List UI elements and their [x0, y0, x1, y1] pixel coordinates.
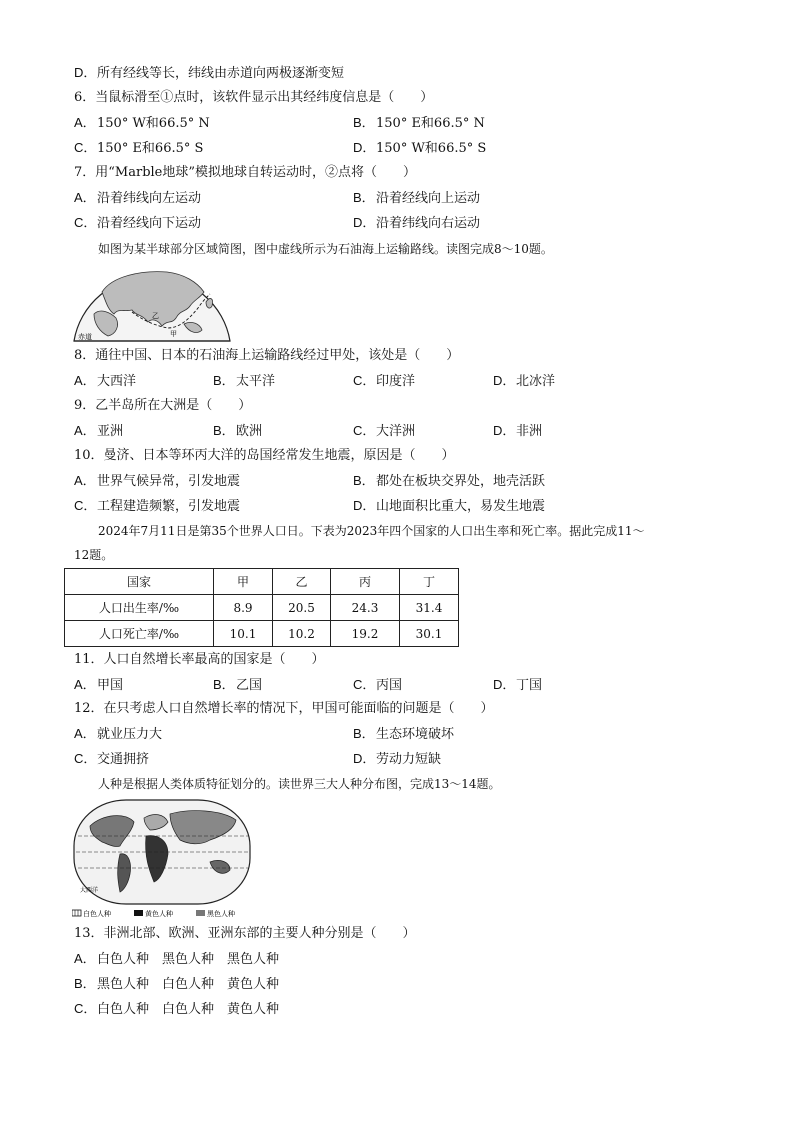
q7-option-b[interactable]: B．沿着经线向上运动 [353, 190, 481, 206]
legend-black-swatch [196, 910, 205, 916]
q12-option-d[interactable]: D．劳动力短缺 [353, 751, 442, 767]
q6-option-c[interactable]: C．150° E和66.5° S [74, 140, 204, 156]
q7-option-a[interactable]: A．沿着纬线向左运动 [74, 190, 202, 206]
table-header-cell: 乙 [273, 569, 331, 595]
q13-option-c[interactable]: C．白色人种 白色人种 黄色人种 [74, 1001, 280, 1017]
table-cell: 20.5 [273, 595, 331, 621]
q10-option-a[interactable]: A．世界气候异常，引发地震 [74, 473, 241, 489]
q10-stem: 10．曼济、日本等环丙大洋的岛国经常发生地震，原因是（ ） [74, 448, 455, 463]
q6-stem: 6．当鼠标滑至①点时，该软件显示出其经纬度信息是（ ） [74, 90, 434, 105]
table-cell: 10.2 [273, 621, 331, 647]
table-header-cell: 丁 [400, 569, 459, 595]
q11-option-c[interactable]: C．丙国 [353, 677, 403, 693]
q7-stem: 7．用“Marble地球”模拟地球自转运动时，②点将（ ） [74, 165, 417, 180]
table-header-cell: 国家 [65, 569, 214, 595]
map-label-jia: 甲 [170, 330, 177, 338]
q6-option-d[interactable]: D．150° W和66.5° S [353, 140, 487, 156]
q7-option-c[interactable]: C．沿着经线向下运动 [74, 215, 202, 231]
intro-11-12-line1: 2024年7月11日是第35个世界人口日。下表为2023年四个国家的人口出生率和死亡率。据此完成11～ [98, 524, 645, 538]
world-races-map [72, 796, 254, 924]
q13-option-a[interactable]: A．白色人种 黑色人种 黑色人种 [74, 951, 280, 967]
q10-option-c[interactable]: C．工程建造频繁，引发地震 [74, 498, 241, 514]
q12-option-c[interactable]: C．交通拥挤 [74, 751, 150, 767]
table-cell: 8.9 [214, 595, 273, 621]
table-row [65, 621, 459, 647]
q10-option-d[interactable]: D．山地面积比重大，易发生地震 [353, 498, 546, 514]
q11-option-d[interactable]: D．丁国 [493, 677, 543, 693]
table-cell: 人口死亡率/‰ [65, 621, 214, 647]
q8-option-a[interactable]: A．大西洋 [74, 373, 137, 389]
table-header-cell: 甲 [214, 569, 273, 595]
q9-stem: 9．乙半岛所在大洲是（ ） [74, 398, 252, 413]
q8-option-b[interactable]: B．太平洋 [213, 373, 276, 389]
table-cell: 人口出生率/‰ [65, 595, 214, 621]
equator-label: 赤道 [78, 333, 92, 341]
q11-option-b[interactable]: B．乙国 [213, 677, 263, 693]
table-row [65, 595, 459, 621]
q13-stem: 13．非洲北部、欧洲、亚洲东部的主要人种分别是（ ） [74, 926, 416, 941]
q7-option-d[interactable]: D．沿着纬线向右运动 [353, 215, 481, 231]
table-cell: 19.2 [331, 621, 400, 647]
q11-option-a[interactable]: A．甲国 [74, 677, 124, 693]
birth-death-rate-table [64, 568, 459, 647]
intro-13-14: 人种是根据人类体质特征划分的。读世界三大人种分布图，完成13～14题。 [98, 777, 501, 791]
q12-option-a[interactable]: A．就业压力大 [74, 726, 163, 742]
q6-option-b[interactable]: B．150° E和66.5° N [353, 115, 485, 131]
legend-black-race: 黑色人种 [207, 910, 235, 918]
table-header-cell: 丙 [331, 569, 400, 595]
q11-stem: 11．人口自然增长率最高的国家是（ ） [74, 652, 325, 667]
q8-option-c[interactable]: C．印度洋 [353, 373, 416, 389]
q6-option-a[interactable]: A．150° W和66.5° N [74, 115, 210, 131]
q8-stem: 8．通往中国、日本的石油海上运输路线经过甲处，该处是（ ） [74, 348, 460, 363]
q12-option-b[interactable]: B．生态环境破坏 [353, 726, 455, 742]
q12-stem: 12．在只考虑人口自然增长率的情况下，甲国可能面临的问题是（ ） [74, 701, 494, 716]
legend-white-race: 白色人种 [83, 910, 111, 918]
legend-yellow-race: 黄色人种 [145, 910, 173, 918]
q13-option-b[interactable]: B．黑色人种 白色人种 黄色人种 [74, 976, 280, 992]
hemisphere-map [72, 262, 232, 344]
q5-option-d[interactable]: D．所有经线等长，纬线由赤道向两极逐渐变短 [74, 65, 345, 81]
table-cell: 31.4 [400, 595, 459, 621]
q8-option-d[interactable]: D．北冰洋 [493, 373, 556, 389]
q9-option-d[interactable]: D．非洲 [493, 423, 543, 439]
intro-8-10: 如图为某半球部分区域简图，图中虚线所示为石油海上运输路线。读图完成8～10题。 [98, 242, 553, 256]
intro-11-12-line2: 12题。 [74, 548, 114, 562]
legend-yellow-swatch [134, 910, 143, 916]
table-cell: 30.1 [400, 621, 459, 647]
q9-option-c[interactable]: C．大洋洲 [353, 423, 416, 439]
q9-option-b[interactable]: B．欧洲 [213, 423, 263, 439]
q10-option-b[interactable]: B．都处在板块交界处，地壳活跃 [353, 473, 546, 489]
q9-option-a[interactable]: A．亚洲 [74, 423, 124, 439]
table-header-row [65, 569, 459, 595]
legend-white-swatch [72, 910, 81, 916]
table-cell: 24.3 [331, 595, 400, 621]
table-cell: 10.1 [214, 621, 273, 647]
ocean-label: 大西洋 [80, 887, 99, 894]
map-label-yi: 乙 [152, 312, 159, 320]
